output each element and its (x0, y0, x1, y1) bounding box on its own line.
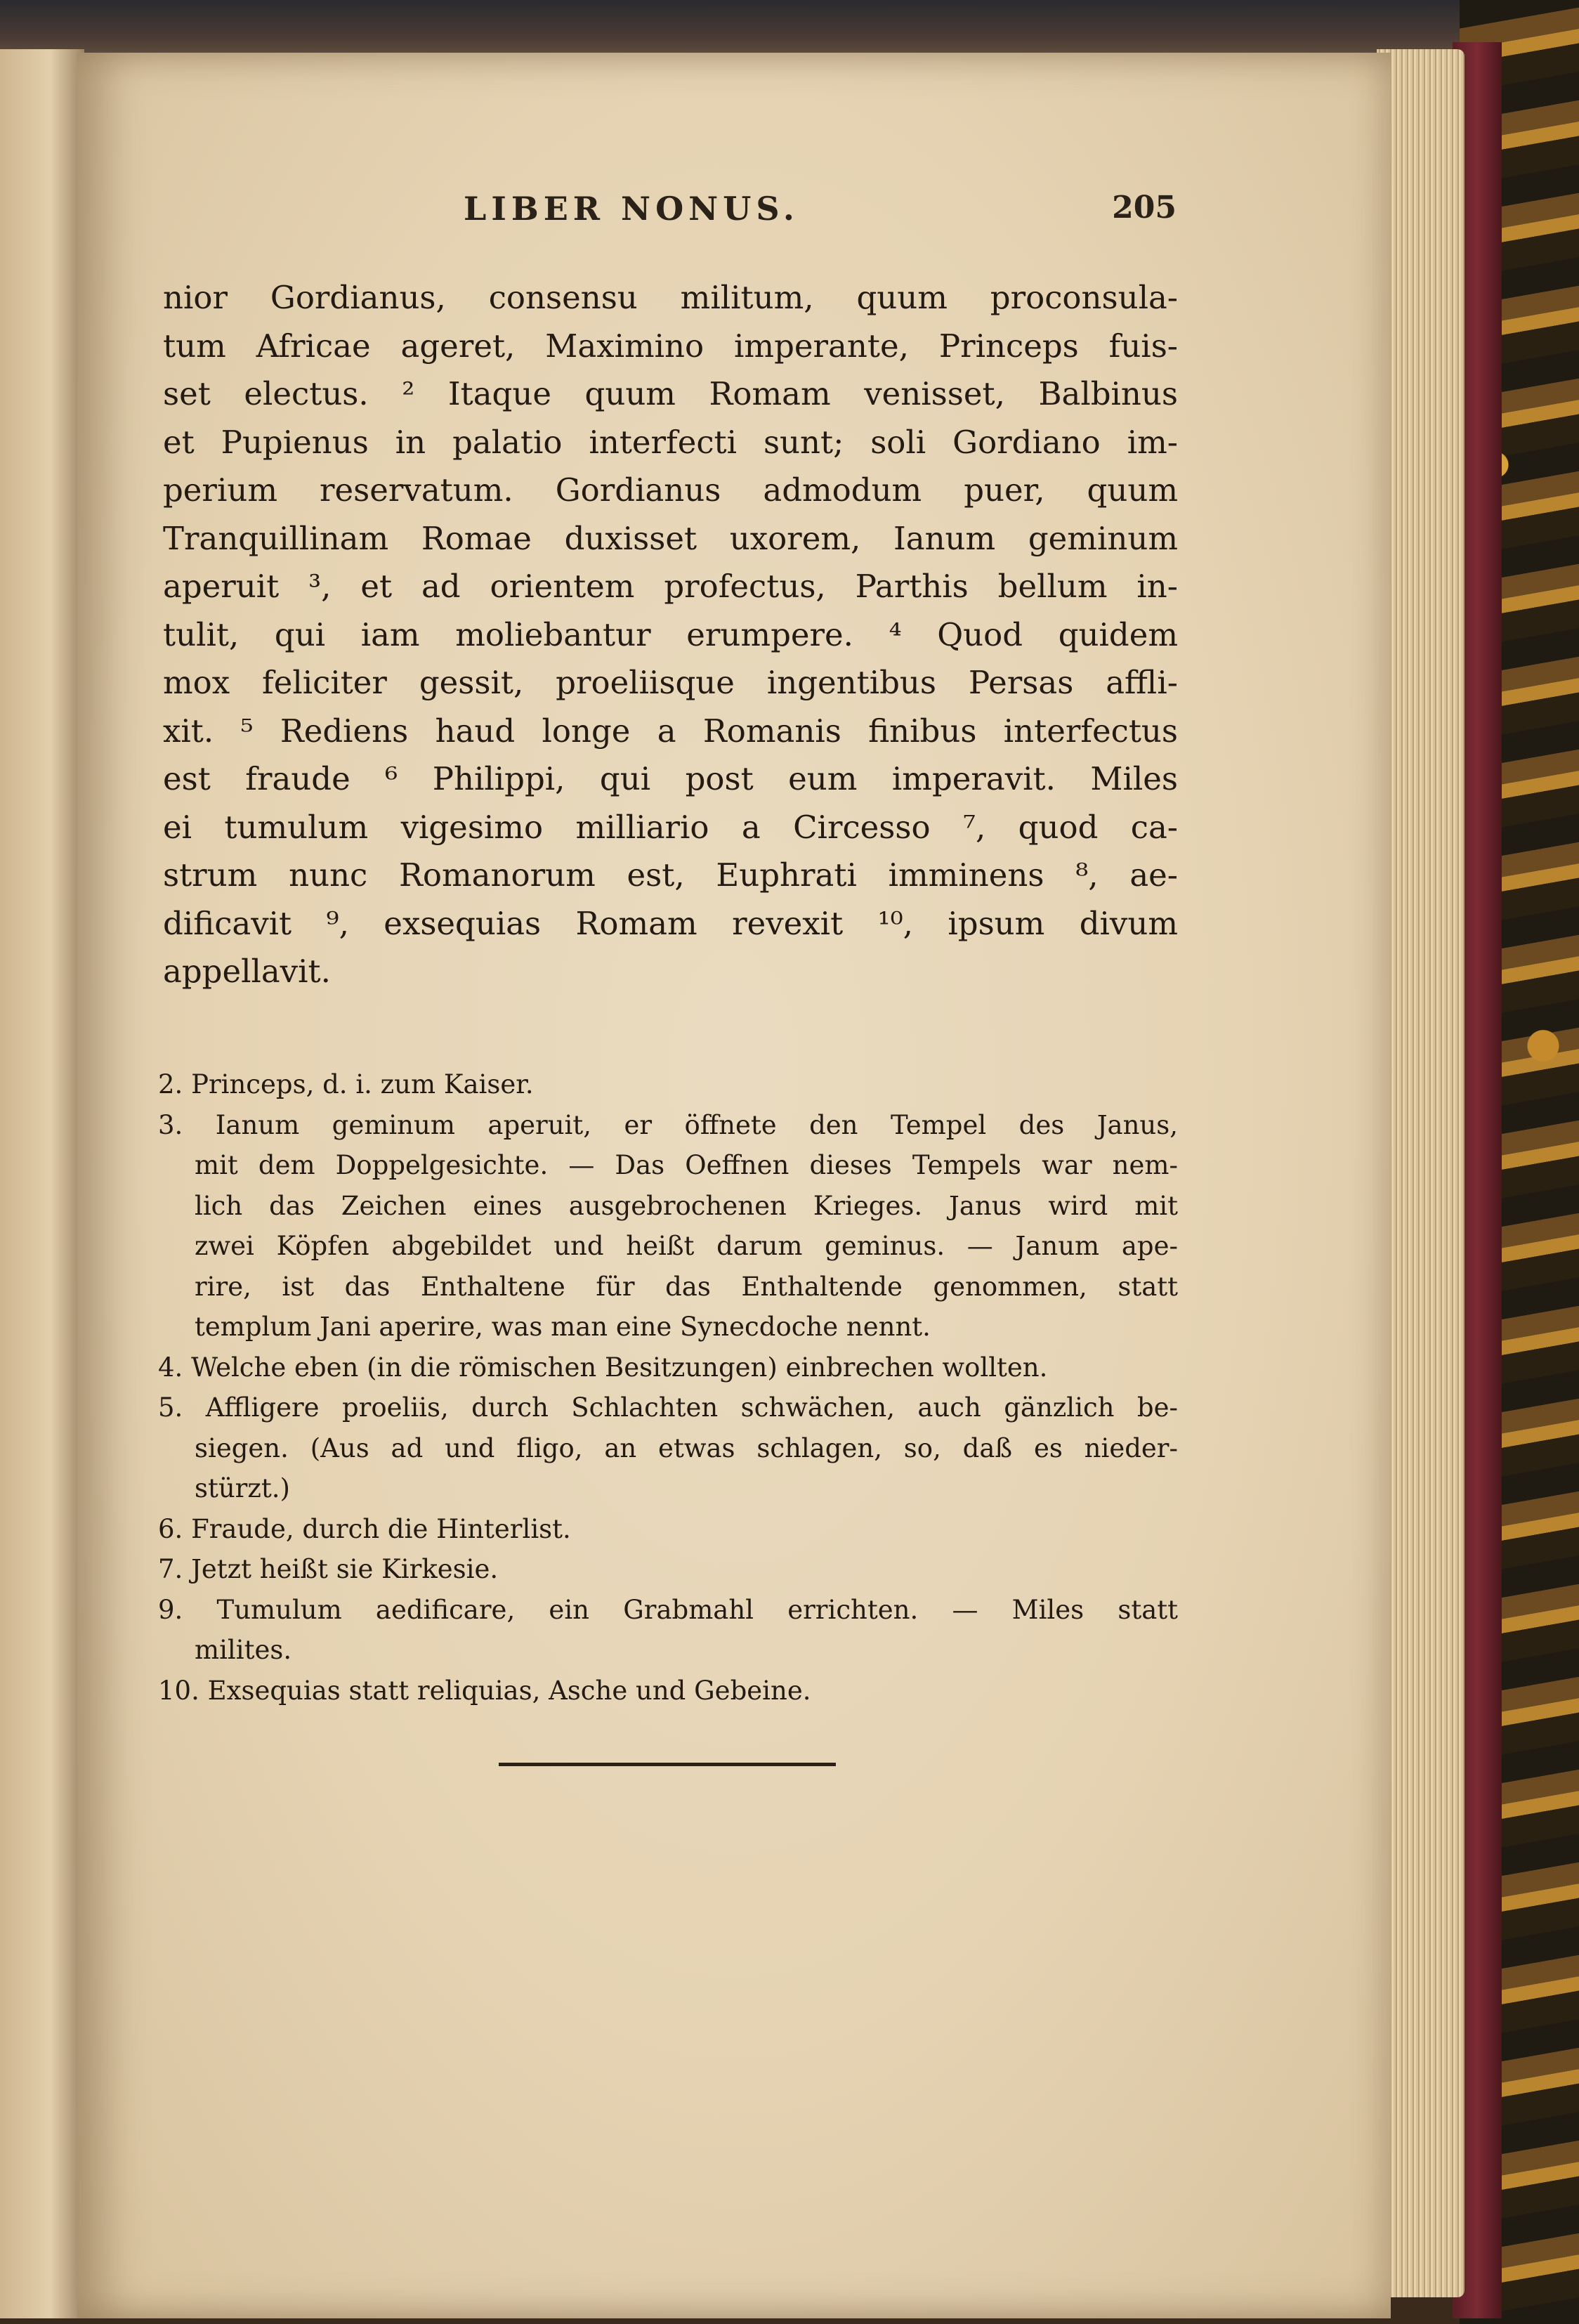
text-line: ei tumulum vigesimo milliario a Circesso ⁷, quod ca- (163, 808, 1178, 846)
text-line: et Pupienus in palatio interfecti sunt; soli Gordiano im- (163, 423, 1178, 461)
text-line: nior Gordianus, consensu militum, quum proconsula- (163, 279, 1178, 316)
footnote-line: 7. Jetzt heißt sie Kirkesie. (158, 1554, 499, 1584)
text-line: strum nunc Romanorum est, Euphrati imminens ⁸, ae- (163, 856, 1178, 894)
footnote-line: zwei Köpfen abgebildet und heißt darum geminus. — Janum ape- (195, 1231, 1178, 1261)
footnote-line: 10. Exsequias statt reliquias, Asche und Gebeine. (158, 1675, 811, 1706)
text-line: mox feliciter gessit, proeliisque ingentibus Persas affli- (163, 664, 1178, 701)
running-title: LIBER NONUS. (464, 190, 799, 228)
end-rule (499, 1763, 836, 1766)
page-number: 205 (1112, 190, 1177, 226)
footnote-line: 4. Welche eben (in die römischen Besitzungen) einbrechen wollten. (158, 1352, 1048, 1383)
text-line: dificavit ⁹, exsequias Romam revexit ¹⁰, ipsum divum (163, 904, 1178, 942)
footnote-line: 6. Fraude, durch die Hinterlist. (158, 1513, 571, 1544)
footnote-line: 9. Tumulum aedificare, ein Grabmahl errichten. — Miles statt (158, 1594, 1178, 1625)
footnote-line: 2. Princeps, d. i. zum Kaiser. (158, 1069, 534, 1099)
footnote-line: templum Jani aperire, was man eine Synecdoche nennt. (195, 1312, 931, 1342)
text-line: set electus. ² Itaque quum Romam venisset, Balbinus (163, 375, 1178, 412)
footnote-line: rire, ist das Enthaltene für das Enthaltende genommen, statt (195, 1271, 1178, 1302)
main-text (163, 274, 1178, 996)
footnote-line: 3. Ianum geminum aperuit, er öffnete den Tempel des Janus, (158, 1109, 1178, 1140)
text-line: tulit, qui iam moliebantur erumpere. ⁴ Quod quidem (163, 615, 1178, 653)
text-line: Tranquillinam Romae duxisset uxorem, Ianum geminum (163, 519, 1178, 557)
text-line: est fraude ⁶ Philippi, qui post eum imperavit. Miles (163, 760, 1178, 797)
footnote-line: milites. (195, 1635, 292, 1665)
footnote-line: mit dem Doppelgesichte. — Das Oeffnen dieses Tempels war nem- (195, 1150, 1178, 1180)
facing-page-edge (0, 49, 84, 2318)
page-header (464, 190, 1177, 232)
text-line: perium reservatum. Gordianus admodum puer, quum (163, 471, 1178, 509)
text-line: tum Africae ageret, Maximino imperante, Princeps fuis- (163, 327, 1178, 365)
text-line: appellavit. (163, 953, 331, 990)
footnote-line: 5. Affligere proeliis, durch Schlachten schwächen, auch gänzlich be- (158, 1392, 1178, 1423)
footnote-line: stürzt.) (195, 1473, 290, 1503)
text-line: xit. ⁵ Rediens haud longe a Romanis finibus interfectus (163, 712, 1178, 750)
footnotes (158, 1064, 1178, 1711)
footnote-line: lich das Zeichen eines ausgebrochenen Krieges. Janus wird mit (195, 1190, 1178, 1221)
text-line: aperuit ³, et ad orientem profectus, Parthis bellum in- (163, 568, 1178, 605)
footnote-line: siegen. (Aus ad und fligo, an etwas schlagen, so, daß es nieder- (195, 1432, 1178, 1463)
